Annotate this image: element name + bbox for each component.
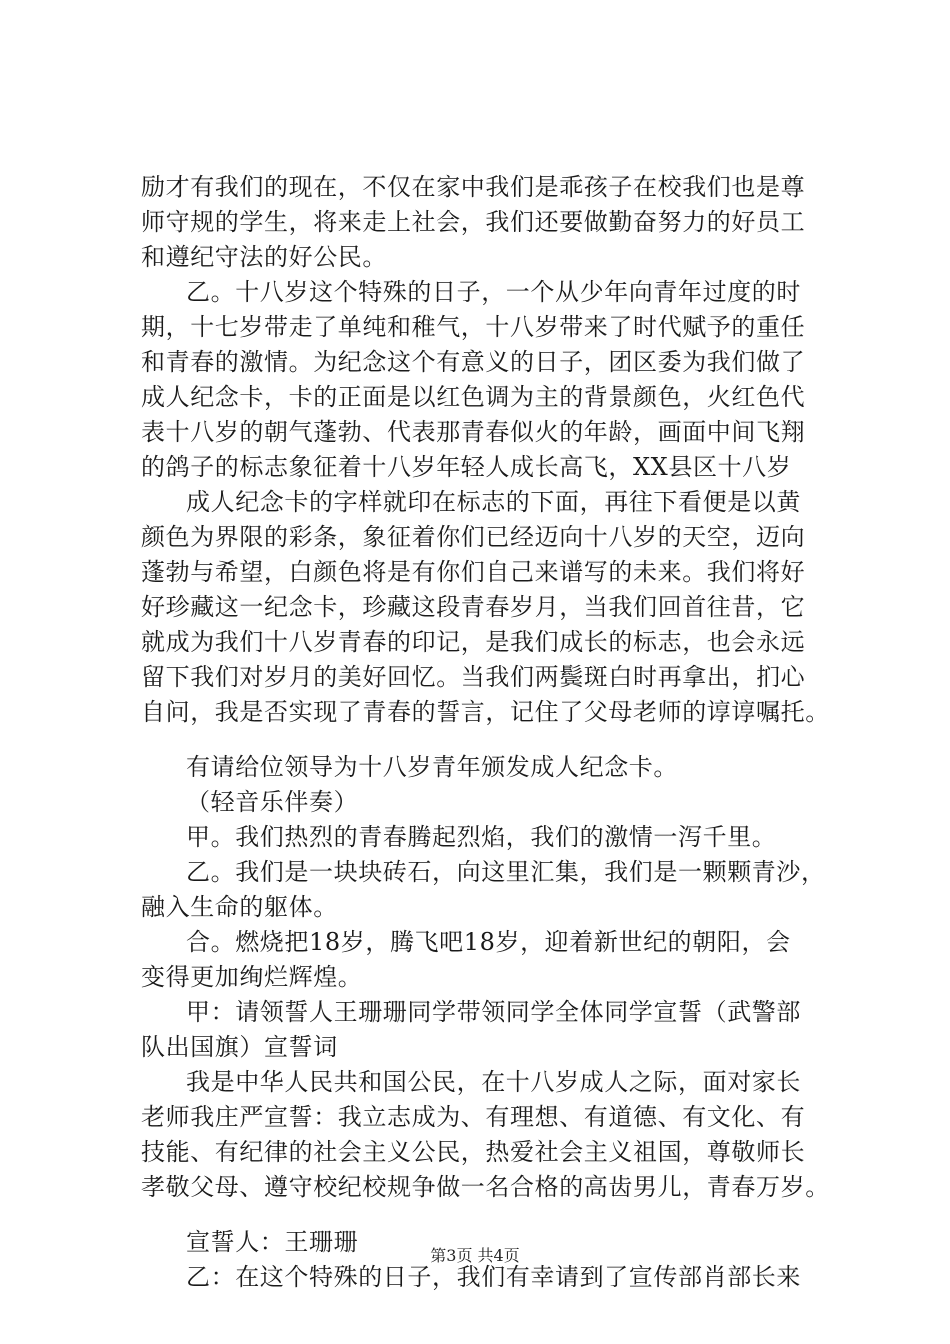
paragraph-gap bbox=[141, 730, 841, 750]
text-line: 宣誓人：王珊珊 bbox=[186, 1228, 359, 1256]
text-line: 孝敬父母、遵守校纪校规争做一名合格的高齿男儿，青春万岁。 bbox=[141, 1173, 830, 1201]
text-line: 技能、有纪律的社会主义公民，热爱社会主义祖国，尊敬师长 bbox=[141, 1138, 806, 1166]
text-line: 乙：在这个特殊的日子，我们有幸请到了宣传部肖部长来 bbox=[186, 1263, 801, 1291]
text-line: 表十八岁的朝气蓬勃、代表那青春似火的年龄，画面中间飞翔 bbox=[141, 418, 806, 446]
text-line: 励才有我们的现在，不仅在家中我们是乖孩子在校我们也是尊 bbox=[141, 173, 806, 201]
text-line: 融入生命的躯体。 bbox=[141, 893, 338, 921]
text-line: 期，十七岁带走了单纯和稚气，十八岁带来了时代赋予的重任 bbox=[141, 313, 806, 341]
text-line: 颜色为界限的彩条，象征着你们已经迈向十八岁的天空，迈向 bbox=[141, 523, 806, 551]
paragraph-gap bbox=[141, 1205, 841, 1225]
text-line: 留下我们对岁月的美好回忆。当我们两鬓斑白时再拿出，扪心 bbox=[141, 663, 806, 691]
text-line: 好珍藏这一纪念卡，珍藏这段青春岁月，当我们回首往昔，它 bbox=[141, 593, 806, 621]
text-line: 我是中华人民共和国公民，在十八岁成人之际，面对家长 bbox=[186, 1068, 801, 1096]
text-line: 的鸽子的标志象征着十八岁年轻人成长高飞，XX县区十八岁 bbox=[141, 453, 792, 481]
text-line: 师守规的学生，将来走上社会，我们还要做勤奋努力的好员工 bbox=[141, 208, 806, 236]
text-line: 和青春的激情。为纪念这个有意义的日子，团区委为我们做了 bbox=[141, 348, 806, 376]
text-line: 乙。我们是一块块砖石，向这里汇集，我们是一颗颗青沙， bbox=[186, 858, 826, 886]
document-body bbox=[141, 170, 841, 1295]
text-line: 队出国旗）宣誓词 bbox=[141, 1033, 338, 1061]
text-line: 成人纪念卡，卡的正面是以红色调为主的背景颜色，火红色代 bbox=[141, 383, 806, 411]
text-line: 甲：请领誓人王珊珊同学带领同学全体同学宣誓（武警部 bbox=[186, 998, 801, 1026]
text-line: 合。燃烧把18岁，腾飞吧18岁，迎着新世纪的朝阳，会 bbox=[186, 928, 791, 956]
text-line: （轻音乐伴奏） bbox=[186, 788, 359, 816]
text-line: 成人纪念卡的字样就印在标志的下面，再往下看便是以黄 bbox=[186, 488, 801, 516]
text-line: 自问，我是否实现了青春的誓言，记住了父母老师的谆谆嘱托。 bbox=[141, 698, 830, 726]
text-line: 有请给位领导为十八岁青年颁发成人纪念卡。 bbox=[186, 753, 678, 781]
page-number-footer: 第3页 共4页 bbox=[430, 1246, 520, 1265]
text-line: 甲。我们热烈的青春腾起烈焰，我们的激情一泻千里。 bbox=[186, 823, 777, 851]
text-line: 蓬勃与希望，白颜色将是有你们自己来谱写的未来。我们将好 bbox=[141, 558, 806, 586]
text-line: 就成为我们十八岁青春的印记，是我们成长的标志，也会永远 bbox=[141, 628, 806, 656]
text-line: 老师我庄严宣誓：我立志成为、有理想、有道德、有文化、有 bbox=[141, 1103, 806, 1131]
text-line: 乙。十八岁这个特殊的日子，一个从少年向青年过度的时 bbox=[186, 278, 801, 306]
text-line: 变得更加绚烂辉煌。 bbox=[141, 963, 363, 991]
text-line: 和遵纪守法的好公民。 bbox=[141, 243, 387, 271]
